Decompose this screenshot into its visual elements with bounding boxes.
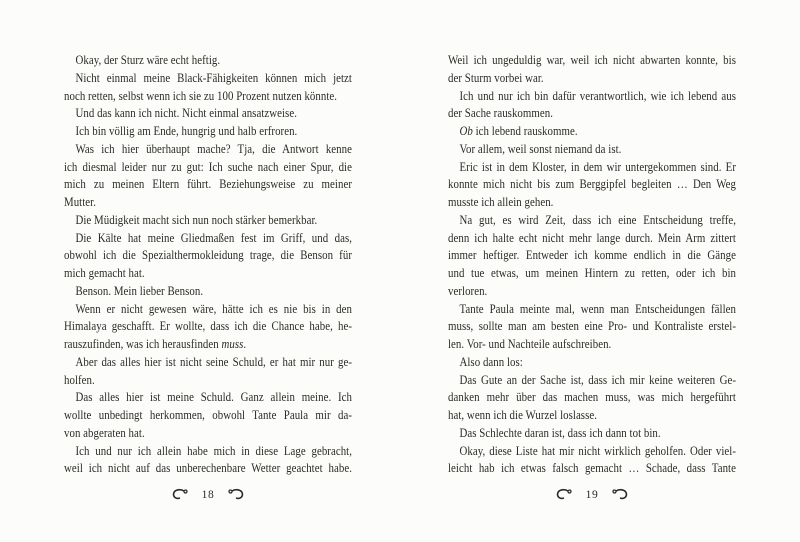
text-line: ich diesmal leider nur zu gut: Ich suche nach einer Spur, die: [64, 159, 352, 174]
text-line: danken mehr über das machen muss, was mich hergeführt: [448, 390, 736, 405]
text-line: und tue etwas, um meinen Hintern zu retten, oder ich bin: [448, 266, 736, 280]
text-line: mich zu meinen Eltern führt. Beziehungsweise zu meiner: [64, 177, 352, 192]
text-line: der Sturm vorbei war.: [448, 70, 544, 85]
text-line: denn ich halte echt nicht mehr lange durch. Mein Arm zittert: [448, 230, 736, 245]
text-line: Und das kann ich nicht. Nicht einmal ansatzweise.: [75, 106, 297, 121]
text-line: wollte unbedingt herkommen, obwohl Tante Paula mir da-: [64, 408, 352, 422]
page-number: 18: [201, 489, 215, 501]
page-left-footer: [64, 488, 352, 502]
footer-swash-left-icon: [171, 488, 188, 501]
page-right-text: [448, 52, 736, 478]
page-right: [448, 52, 736, 522]
text-line: Ob ich lebend rauskomme.: [459, 124, 578, 138]
text-line: Ich und nur ich bin dafür verantwortlich, wie ich lebend aus: [459, 88, 736, 103]
text-line: Wenn er nicht gewesen wäre, hätte ich es nie bis in den: [75, 301, 352, 316]
text-line: rauszufinden, was ich herausfinden muss.: [64, 337, 247, 351]
text-line: Die Müdigkeit macht sich nun noch stärker bemerkbar.: [75, 212, 318, 227]
text-line: der Sache rauskommen.: [448, 106, 554, 121]
text-line: Das alles hier ist meine Schuld. Ganz allein meine. Ich: [75, 390, 352, 405]
text-line: Das Schlechte daran ist, dass ich dann tot bin.: [459, 425, 661, 440]
text-line: Tante Paula meinte mal, wenn man Entscheidungen fällen: [459, 301, 736, 316]
footer-swash-left-icon: [555, 488, 572, 501]
text-line: Okay, der Sturz wäre echt heftig.: [75, 53, 221, 67]
text-line: Die Kälte hat meine Gliedmaßen fest im Griff, und das,: [75, 230, 352, 245]
text-line: Also dann los:: [459, 354, 523, 369]
page-number: 19: [585, 489, 599, 501]
text-line: len. Vor- und Nachteile aufschreiben.: [448, 337, 612, 351]
text-line: hat, wenn ich die Wurzel loslasse.: [448, 408, 597, 422]
page-right-footer: [448, 488, 736, 502]
footer-swash-right-icon: [228, 488, 245, 501]
page-left-text: [64, 52, 352, 478]
page-left: [64, 52, 352, 522]
text-line: Eric ist in dem Kloster, in dem wir untergekommen sind. Er: [459, 159, 736, 174]
text-line: Himalaya geschafft. Er wollte, dass ich die Chance habe, he-: [64, 319, 352, 334]
text-line: Okay, diese Liste hat mir nicht wirklich geholfen. Oder viel-: [459, 443, 736, 458]
text-line: Aber das alles hier ist nicht seine Schuld, er hat mir nur ge-: [75, 354, 352, 369]
text-line: Benson. Mein lieber Benson.: [75, 283, 204, 298]
text-line: mich gemacht hat.: [64, 266, 145, 280]
text-line: Was ich hier überhaupt mache? Tja, die Antwort kenne: [75, 141, 352, 156]
footer-swash-right-icon: [612, 488, 629, 501]
text-line: noch retten, selbst wenn ich sie zu 100 Prozent nutzen könnte.: [64, 88, 338, 103]
text-line: Vor allem, weil sonst niemand da ist.: [459, 141, 622, 156]
text-line: musste ich allein gehen.: [448, 195, 554, 209]
text-line: konnte mich nicht bis zum Berggipfel begleiten … Den Weg: [448, 177, 736, 192]
text-line: muss, sollte man am besten eine Pro- und Kontraliste erstel-: [448, 319, 736, 334]
text-line: Ich bin völlig am Ende, hungrig und halb erfroren.: [75, 124, 298, 138]
text-line: Mutter.: [64, 195, 96, 209]
text-line: Das Gute an der Sache ist, dass ich mir keine weiteren Ge-: [459, 372, 736, 387]
text-line: Na gut, es wird Zeit, dass ich eine Entscheidung treffe,: [459, 212, 736, 227]
text-line: Weil ich ungeduldig war, weil ich nicht abwarten konnte, bis: [448, 53, 736, 67]
text-line: verloren.: [448, 283, 488, 298]
text-line: immer heftiger. Entweder ich komme endlich in die Gänge: [448, 248, 736, 263]
text-line: leicht hab ich etwas falsch gemacht … Schade, dass Tante: [448, 461, 736, 476]
text-line: Nicht einmal meine Black-Fähigkeiten können mich jetzt: [75, 70, 352, 85]
text-line: von abgeraten hat.: [64, 425, 145, 440]
text-line: obwohl ich die Spezialthermokleidung trage, die Benson für: [64, 248, 352, 263]
text-line: holfen.: [64, 372, 95, 387]
text-line: weil ich nicht auf das unberechenbare Wetter geachtet habe.: [64, 461, 352, 476]
text-line: Ich und nur ich allein habe mich in diese Lage gebracht,: [75, 443, 352, 458]
